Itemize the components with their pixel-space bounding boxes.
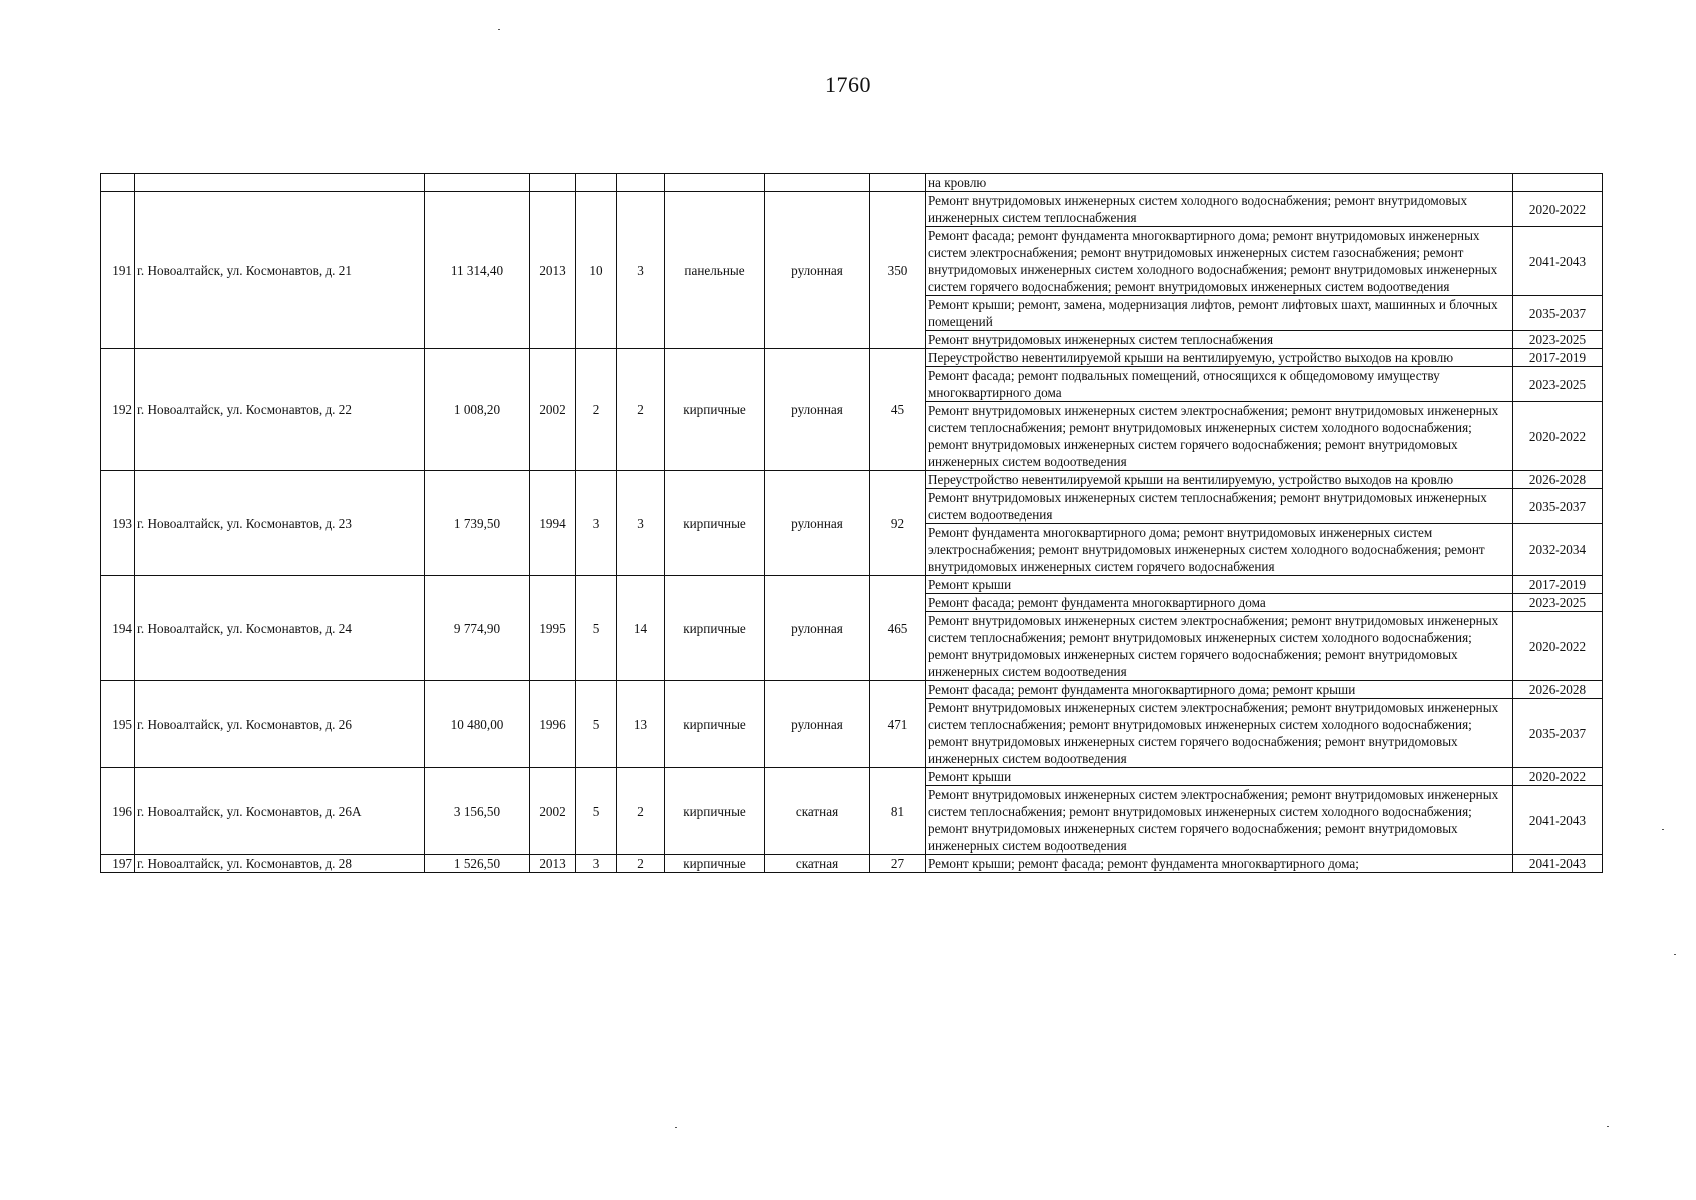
work-period: 2032-2034 — [1513, 524, 1603, 576]
work-period: 2023-2025 — [1513, 367, 1603, 402]
entrance-count: 13 — [617, 681, 665, 768]
commission-year: 1995 — [530, 576, 576, 681]
capital-repair-table — [100, 173, 1603, 873]
row-number: 196 — [101, 768, 135, 855]
commission-year: 2013 — [530, 192, 576, 349]
scan-speck — [1674, 954, 1676, 955]
work-period: 2035-2037 — [1513, 296, 1603, 331]
work-period: 2017-2019 — [1513, 349, 1603, 367]
empty-cell — [617, 174, 665, 192]
total-area: 1 008,20 — [425, 349, 530, 471]
floor-count: 5 — [576, 768, 617, 855]
roof-type: рулонная — [765, 192, 870, 349]
building-address: г. Новоалтайск, ул. Космонавтов, д. 24 — [135, 576, 425, 681]
work-period: 2020-2022 — [1513, 768, 1603, 786]
work-period: 2035-2037 — [1513, 699, 1603, 768]
entrance-count: 2 — [617, 768, 665, 855]
scan-speck — [675, 1127, 677, 1128]
work-period: 2026-2028 — [1513, 681, 1603, 699]
roof-type: рулонная — [765, 349, 870, 471]
row-number: 193 — [101, 471, 135, 576]
work-period: 2020-2022 — [1513, 612, 1603, 681]
work-description: Ремонт крыши; ремонт, замена, модернизация лифтов, ремонт лифтовых шахт, машинных и блочных помещений — [926, 296, 1513, 331]
scan-speck — [498, 29, 500, 30]
building-address: г. Новоалтайск, ул. Космонавтов, д. 23 — [135, 471, 425, 576]
commission-year: 2013 — [530, 855, 576, 873]
work-description: на кровлю — [926, 174, 1513, 192]
work-description: Ремонт крыши — [926, 768, 1513, 786]
work-description: Ремонт внутридомовых инженерных систем теплоснабжения — [926, 331, 1513, 349]
roof-type: рулонная — [765, 681, 870, 768]
building-row — [101, 768, 1603, 786]
empty-cell — [101, 174, 135, 192]
work-description: Ремонт фундамента многоквартирного дома; ремонт внутридомовых инженерных систем электроснабжения; ремонт внутридомовых инженерных систем холодного водоснабжения; ремонт внутридомовых инженерных систем горячего водоснабжения — [926, 524, 1513, 576]
row-number: 194 — [101, 576, 135, 681]
entrance-count: 3 — [617, 471, 665, 576]
work-period: 2041-2043 — [1513, 786, 1603, 855]
page-number: 1760 — [825, 72, 871, 97]
work-period: 2041-2043 — [1513, 855, 1603, 873]
work-description: Ремонт внутридомовых инженерных систем теплоснабжения; ремонт внутридомовых инженерных систем водоотведения — [926, 489, 1513, 524]
empty-cell — [135, 174, 425, 192]
work-description: Ремонт фасада; ремонт фундамента многоквартирного дома; ремонт внутридомовых инженерных систем электроснабжения; ремонт внутридомовых инженерных систем газоснабжения; ремонт внутридомовых инженерных систем холодного водоснабжения; ремонт внутридомовых инженерных систем горячего водоснабжения; ремонт внутридомовых инженерных систем водоотведения — [926, 227, 1513, 296]
commission-year: 2002 — [530, 768, 576, 855]
empty-cell — [425, 174, 530, 192]
work-description: Ремонт фасада; ремонт фундамента многоквартирного дома; ремонт крыши — [926, 681, 1513, 699]
wall-material: панельные — [665, 192, 765, 349]
commission-year: 2002 — [530, 349, 576, 471]
roof-type: рулонная — [765, 471, 870, 576]
work-description: Ремонт фасада; ремонт фундамента многоквартирного дома — [926, 594, 1513, 612]
row-number: 191 — [101, 192, 135, 349]
table-body — [101, 174, 1603, 873]
total-area: 1 739,50 — [425, 471, 530, 576]
work-description: Ремонт внутридомовых инженерных систем электроснабжения; ремонт внутридомовых инженерных систем теплоснабжения; ремонт внутридомовых инженерных систем холодного водоснабжения; ремонт внутридомовых инженерных систем горячего водоснабжения; ремонт внутридомовых инженерных систем водоотведения — [926, 612, 1513, 681]
scan-speck — [1607, 1126, 1609, 1127]
floor-count: 5 — [576, 681, 617, 768]
work-description: Ремонт фасада; ремонт подвальных помещений, относящихся к общедомовому имуществу многоквартирного дома — [926, 367, 1513, 402]
total-area: 1 526,50 — [425, 855, 530, 873]
empty-cell — [665, 174, 765, 192]
work-period: 2023-2025 — [1513, 331, 1603, 349]
row-number: 195 — [101, 681, 135, 768]
wall-material: кирпичные — [665, 349, 765, 471]
work-description: Ремонт крыши; ремонт фасада; ремонт фундамента многоквартирного дома; — [926, 855, 1513, 873]
total-area: 11 314,40 — [425, 192, 530, 349]
wall-material: кирпичные — [665, 768, 765, 855]
work-description: Ремонт внутридомовых инженерных систем электроснабжения; ремонт внутридомовых инженерных систем теплоснабжения; ремонт внутридомовых инженерных систем холодного водоснабжения; ремонт внутридомовых инженерных систем горячего водоснабжения; ремонт внутридомовых инженерных систем водоотведения — [926, 402, 1513, 471]
building-address: г. Новоалтайск, ул. Космонавтов, д. 26А — [135, 768, 425, 855]
work-period: 2026-2028 — [1513, 471, 1603, 489]
roof-type: скатная — [765, 855, 870, 873]
roof-type: скатная — [765, 768, 870, 855]
resident-count: 92 — [870, 471, 926, 576]
building-address: г. Новоалтайск, ул. Космонавтов, д. 26 — [135, 681, 425, 768]
work-description: Ремонт внутридомовых инженерных систем холодного водоснабжения; ремонт внутридомовых инженерных систем теплоснабжения — [926, 192, 1513, 227]
row-number: 197 — [101, 855, 135, 873]
commission-year: 1996 — [530, 681, 576, 768]
total-area: 3 156,50 — [425, 768, 530, 855]
scan-speck — [1662, 829, 1664, 830]
floor-count: 10 — [576, 192, 617, 349]
building-address: г. Новоалтайск, ул. Космонавтов, д. 28 — [135, 855, 425, 873]
work-description: Ремонт крыши — [926, 576, 1513, 594]
wall-material: кирпичные — [665, 576, 765, 681]
work-period: 2020-2022 — [1513, 402, 1603, 471]
building-row — [101, 855, 1603, 873]
work-description: Ремонт внутридомовых инженерных систем электроснабжения; ремонт внутридомовых инженерных систем теплоснабжения; ремонт внутридомовых инженерных систем холодного водоснабжения; ремонт внутридомовых инженерных систем горячего водоснабжения; ремонт внутридомовых инженерных систем водоотведения — [926, 786, 1513, 855]
work-period: 2023-2025 — [1513, 594, 1603, 612]
work-period — [1513, 174, 1603, 192]
entrance-count: 14 — [617, 576, 665, 681]
work-period: 2041-2043 — [1513, 227, 1603, 296]
roof-type: рулонная — [765, 576, 870, 681]
floor-count: 3 — [576, 855, 617, 873]
floor-count: 5 — [576, 576, 617, 681]
work-description: Переустройство невентилируемой крыши на вентилируемую, устройство выходов на кровлю — [926, 471, 1513, 489]
wall-material: кирпичные — [665, 681, 765, 768]
resident-count: 350 — [870, 192, 926, 349]
work-description: Переустройство невентилируемой крыши на вентилируемую, устройство выходов на кровлю — [926, 349, 1513, 367]
building-row — [101, 471, 1603, 489]
total-area: 10 480,00 — [425, 681, 530, 768]
resident-count: 27 — [870, 855, 926, 873]
work-period: 2035-2037 — [1513, 489, 1603, 524]
work-description: Ремонт внутридомовых инженерных систем электроснабжения; ремонт внутридомовых инженерных систем теплоснабжения; ремонт внутридомовых инженерных систем холодного водоснабжения; ремонт внутридомовых инженерных систем горячего водоснабжения; ремонт внутридомовых инженерных систем водоотведения — [926, 699, 1513, 768]
empty-cell — [530, 174, 576, 192]
building-row — [101, 681, 1603, 699]
building-row — [101, 349, 1603, 367]
wall-material: кирпичные — [665, 855, 765, 873]
continuation-row — [101, 174, 1603, 192]
floor-count: 2 — [576, 349, 617, 471]
total-area: 9 774,90 — [425, 576, 530, 681]
entrance-count: 2 — [617, 349, 665, 471]
resident-count: 45 — [870, 349, 926, 471]
empty-cell — [765, 174, 870, 192]
resident-count: 471 — [870, 681, 926, 768]
building-row — [101, 576, 1603, 594]
empty-cell — [576, 174, 617, 192]
empty-cell — [870, 174, 926, 192]
work-period: 2020-2022 — [1513, 192, 1603, 227]
row-number: 192 — [101, 349, 135, 471]
floor-count: 3 — [576, 471, 617, 576]
commission-year: 1994 — [530, 471, 576, 576]
work-period: 2017-2019 — [1513, 576, 1603, 594]
entrance-count: 2 — [617, 855, 665, 873]
wall-material: кирпичные — [665, 471, 765, 576]
building-row — [101, 192, 1603, 227]
resident-count: 81 — [870, 768, 926, 855]
building-address: г. Новоалтайск, ул. Космонавтов, д. 22 — [135, 349, 425, 471]
resident-count: 465 — [870, 576, 926, 681]
entrance-count: 3 — [617, 192, 665, 349]
building-address: г. Новоалтайск, ул. Космонавтов, д. 21 — [135, 192, 425, 349]
